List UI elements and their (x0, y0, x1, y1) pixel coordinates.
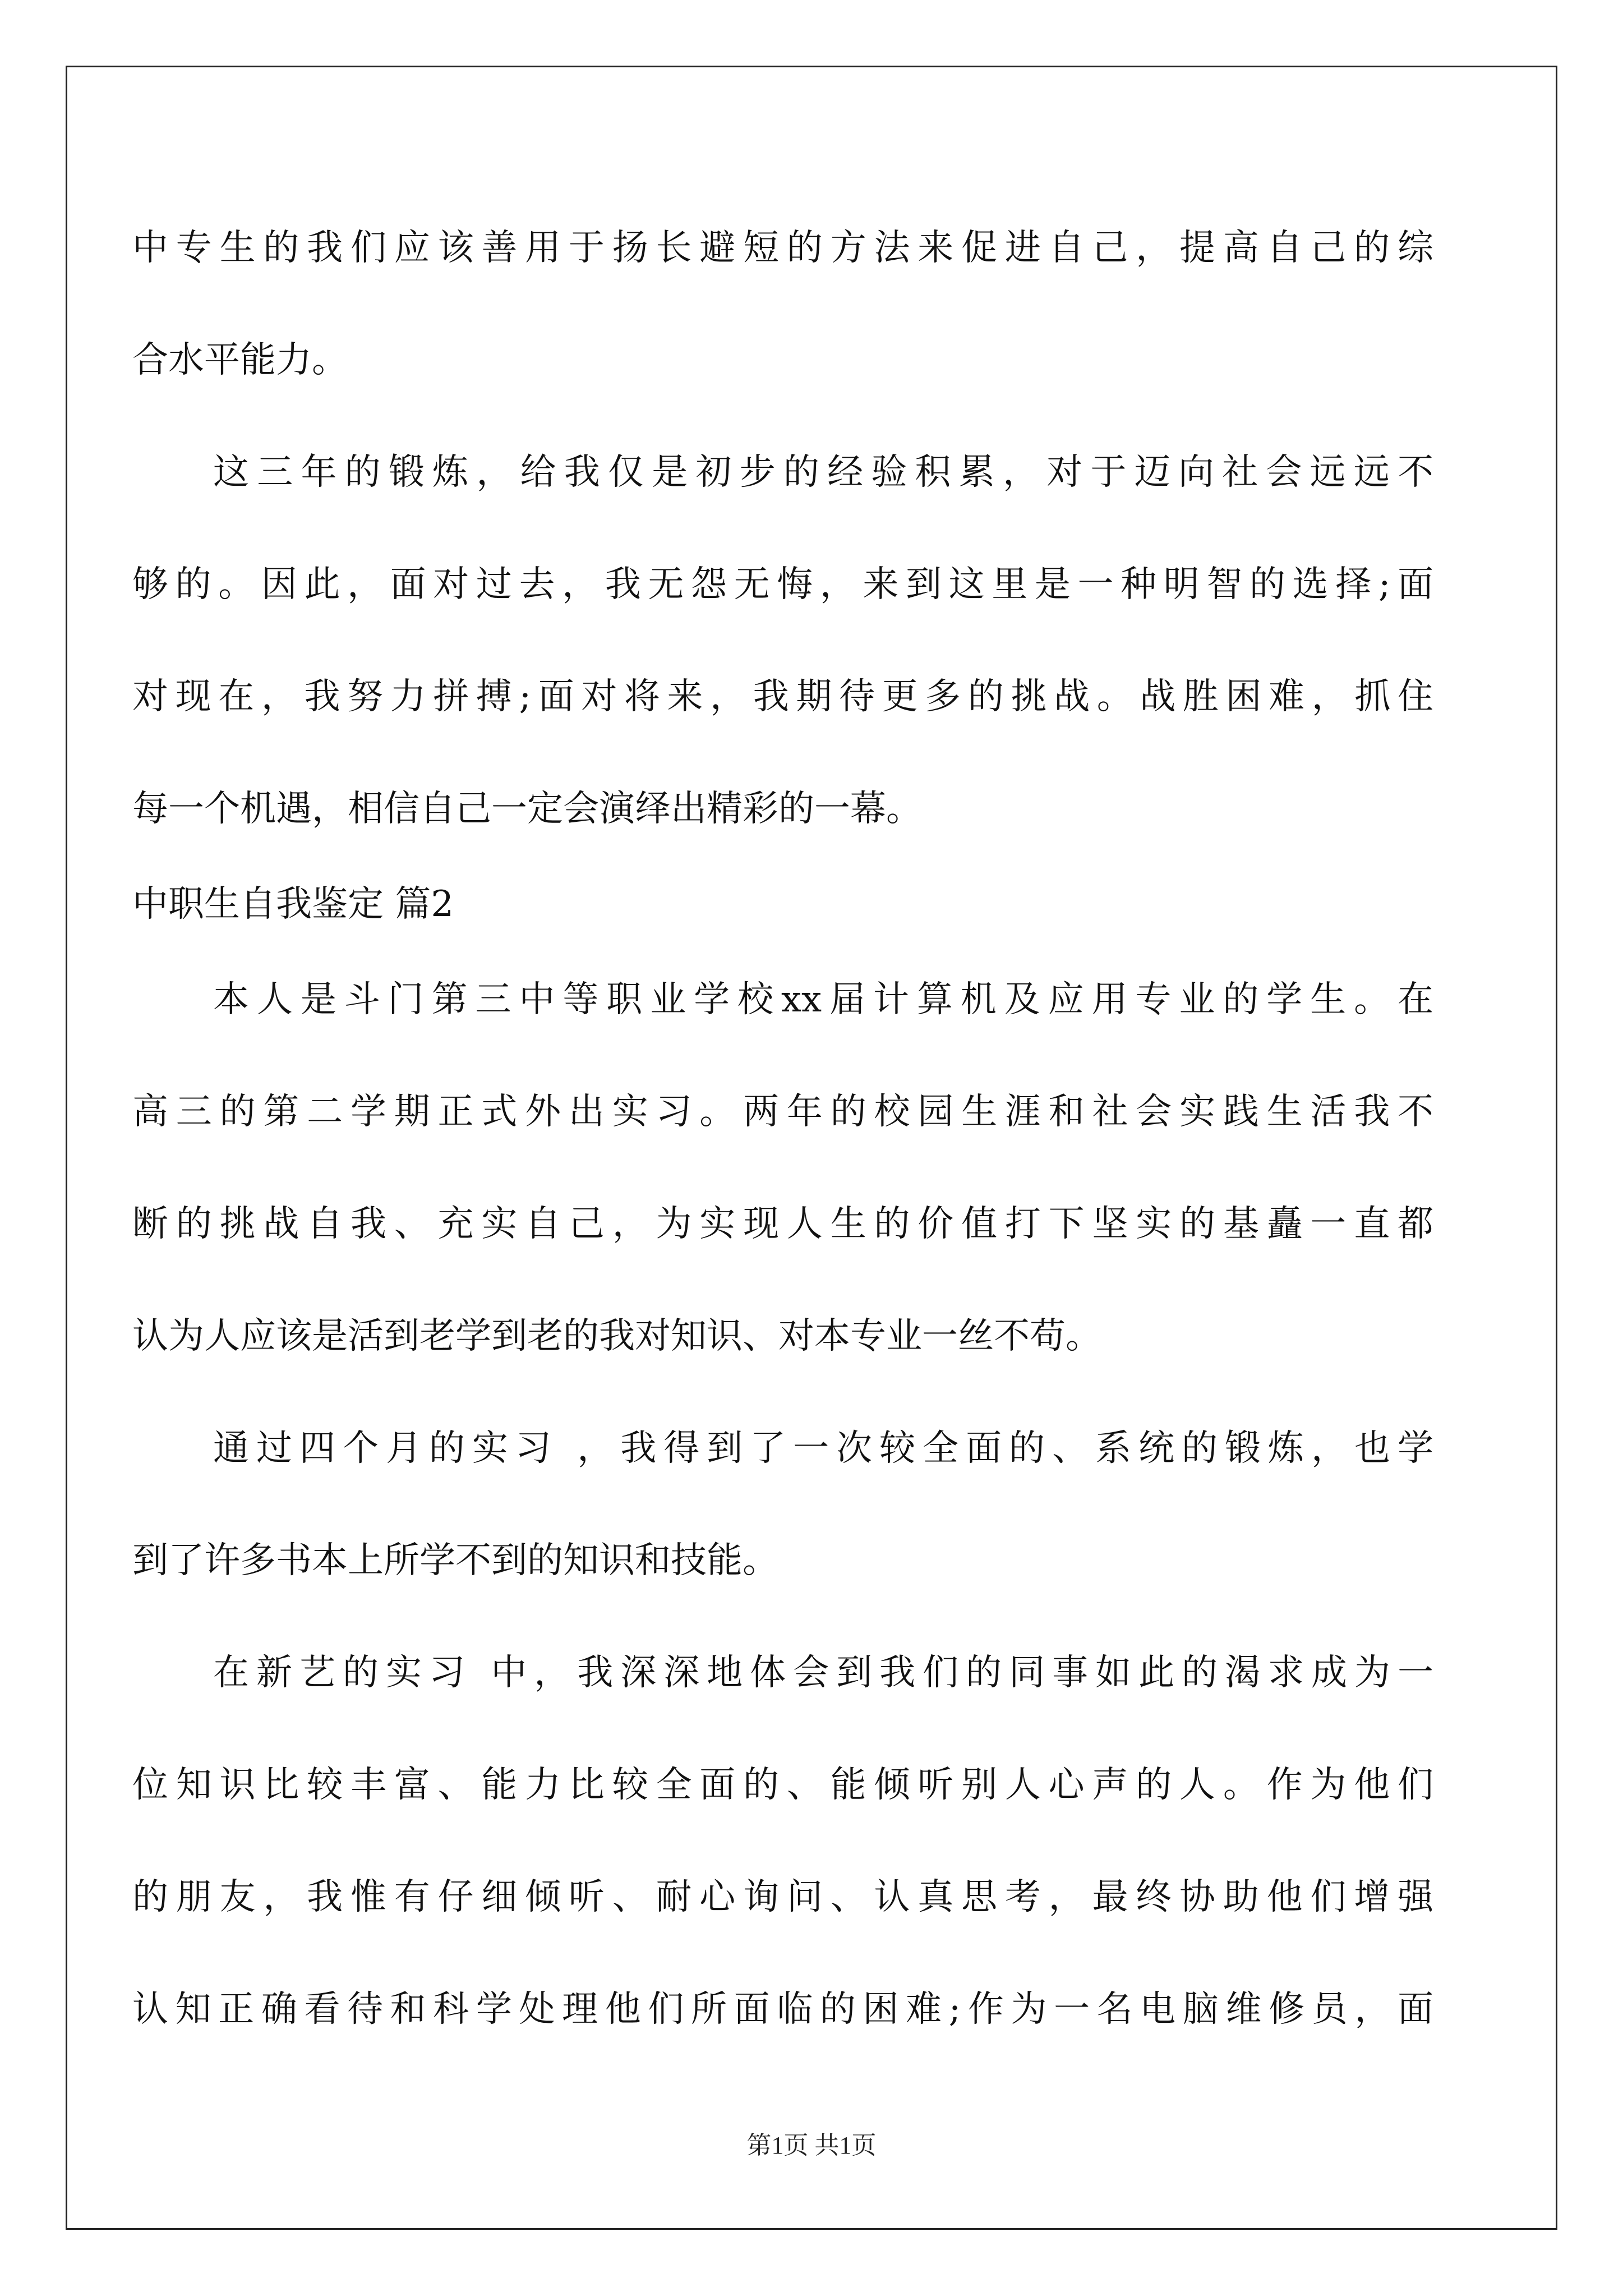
document-body (132, 0, 1433, 2188)
paragraph-line: 认为人应该是活到老学到老的我对知识、对本专业一丝不苟。 (132, 1315, 1101, 1357)
paragraph-line: 通过四个月的实习 ，我得到了一次较全面的、系统的锻炼，也学 (213, 1428, 1433, 1469)
paragraph-line: 位知识比较丰富、能力比较全面的、能倾听别人心声的人。作为他们 (132, 1764, 1433, 1806)
paragraph-line: 在新艺的实习 中，我深深地体会到我们的同事如此的渴求成为一 (213, 1652, 1433, 1694)
paragraph-line: 认知正确看待和科学处理他们所面临的困难;作为一名电脑维修员，面 (132, 1989, 1433, 2030)
page-footer: 第1页 共1页 (746, 2132, 877, 2159)
paragraph-line: 的朋友，我惟有仔细倾听、耐心询问、认真思考，最终协助他们增强 (132, 1876, 1433, 1918)
paragraph-line: 这三年的锻炼，给我仅是初步的经验积累，对于迈向社会远远不 (213, 452, 1433, 493)
paragraph-line: 合水平能力。 (132, 339, 348, 381)
paragraph-line: 中专生的我们应该善用于扬长避短的方法来促进自己，提高自己的综 (132, 227, 1433, 269)
paragraph-line: 到了许多书本上所学不到的知识和技能。 (132, 1540, 778, 1581)
paragraph-line: 够的。因此，面对过去，我无怨无悔，来到这里是一种明智的选择;面 (132, 564, 1433, 605)
paragraph-line: 每一个机遇，相信自己一定会演绎出精彩的一幕。 (132, 788, 922, 830)
paragraph-line: 高三的第二学期正式外出实习。两年的校园生涯和社会实践生活我不 (132, 1091, 1433, 1133)
section-heading: 中职生自我鉴定 篇2 (132, 884, 454, 925)
paragraph-line: 断的挑战自我、充实自己，为实现人生的价值打下坚实的基矗一直都 (132, 1203, 1433, 1245)
paragraph-line: 本人是斗门第三中等职业学校xx届计算机及应用专业的学生。在 (213, 979, 1433, 1020)
paragraph-line: 对现在，我努力拼搏;面对将来，我期待更多的挑战。战胜困难，抓住 (132, 676, 1433, 717)
